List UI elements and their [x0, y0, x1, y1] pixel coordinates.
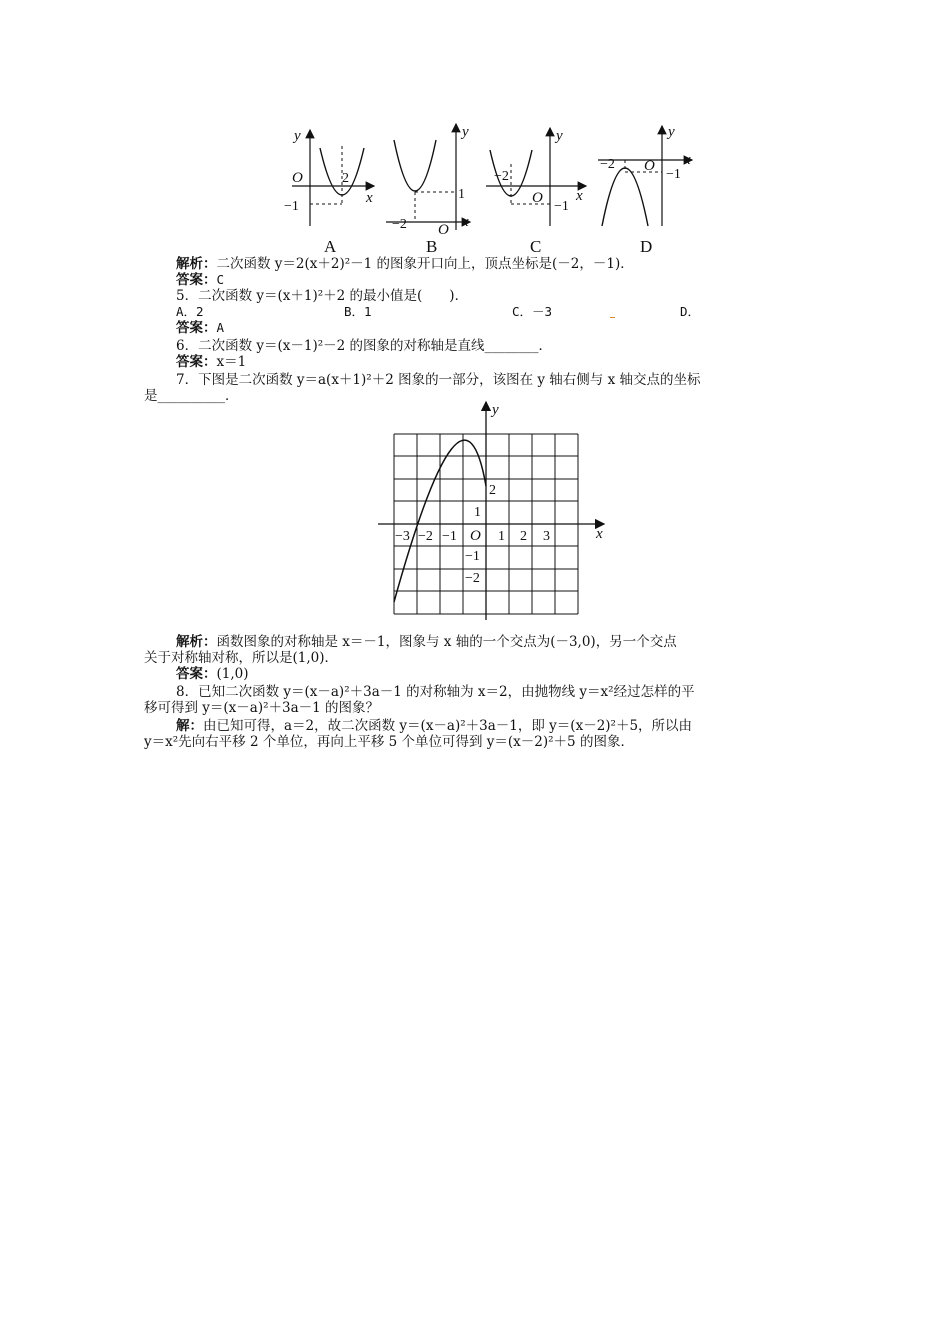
parabola-b	[394, 140, 436, 191]
svg-text:2: 2	[342, 171, 349, 186]
q8-solution-line1	[176, 718, 692, 734]
svg-text:−1: −1	[554, 199, 569, 214]
q5-option-b: B．1	[344, 304, 372, 319]
q8-solution-text1: 由已知可得，a＝2，故二次函数 y＝(x－a)²＋3a－1，即 y＝(x－2)²＋5，所以由	[203, 718, 693, 734]
graph-b	[386, 124, 470, 256]
x-tick: −2	[418, 529, 433, 544]
svg-text:x: x	[462, 214, 469, 230]
svg-text:C: C	[530, 237, 542, 256]
parabola-d	[602, 168, 648, 226]
graph-c	[486, 128, 586, 256]
svg-text:A: A	[324, 237, 337, 256]
origin-label: O	[470, 528, 481, 544]
q5-answer	[176, 320, 224, 336]
svg-text:D: D	[640, 237, 653, 256]
svg-text:y: y	[462, 124, 469, 140]
y-tick: 2	[489, 483, 496, 498]
q5-option-c: C．－3	[512, 304, 553, 319]
y-tick: −1	[465, 549, 480, 564]
y-tick: 1	[474, 505, 481, 520]
x-tick: −3	[395, 529, 410, 544]
q8-question-line1: 8．已知二次函数 y＝(x－a)²＋3a－1 的对称轴为 x＝2，由抛物线 y＝x²经过怎样的平	[176, 684, 695, 700]
q7-question-line1: 7．下图是二次函数 y＝a(x＋1)²＋2 图象的一部分，该图在 y 轴右侧与 x 轴交点的坐标	[176, 372, 701, 388]
x-tick: 1	[498, 529, 505, 544]
q5-answer-value: A	[216, 320, 225, 335]
svg-text:−2: −2	[600, 157, 615, 172]
svg-text:1: 1	[458, 187, 465, 202]
x-tick: −1	[442, 529, 457, 544]
q4-analysis-label: 解析：	[176, 256, 217, 272]
svg-text:−1: −1	[284, 199, 299, 214]
svg-text:B: B	[426, 237, 438, 256]
q5-option-a: A．2	[176, 304, 204, 319]
q4-analysis-text: 二次函数 y＝2(x＋2)²－1 的图象开口向上，顶点坐标是(－2，－1)．	[216, 256, 634, 272]
q5-question: 5．二次函数 y＝(x＋1)²＋2 的最小值是( )．	[176, 288, 469, 304]
q7-answer	[176, 666, 249, 682]
q8-solution-line2: y＝x²先向右平移 2 个单位，再向上平移 5 个单位可得到 y＝(x－2)²＋5 的图象．	[144, 734, 634, 750]
svg-text:y: y	[556, 128, 563, 144]
y-axis-label: y	[492, 402, 499, 418]
svg-text:x: x	[684, 152, 691, 168]
svg-text:O: O	[292, 170, 303, 186]
q7-answer-value: (1,0)	[216, 666, 249, 682]
svg-text:y: y	[668, 124, 675, 140]
graph-d	[598, 124, 692, 256]
q6-answer-label: 答案：	[176, 354, 217, 370]
q4-figure	[280, 118, 710, 258]
q4-answer-value: C	[216, 272, 225, 287]
q5-answer-label: 答案：	[176, 320, 217, 336]
svg-text:O: O	[438, 222, 449, 238]
svg-text:O: O	[532, 190, 543, 206]
q7-analysis-label: 解析：	[176, 634, 217, 650]
q4-answer	[176, 272, 224, 288]
svg-text:−1: −1	[666, 167, 681, 182]
svg-text:y: y	[294, 128, 301, 144]
svg-text:x: x	[576, 188, 583, 204]
orange-mark	[610, 317, 615, 318]
q7-graph	[372, 398, 612, 620]
x-axis-label: x	[596, 526, 603, 542]
q8-solution-label: 解：	[176, 718, 203, 734]
q4-answer-label: 答案：	[176, 272, 217, 288]
q7-analysis-text1: 函数图象的对称轴是 x＝－1，图象与 x 轴的一个交点为(－3,0)，另一个交点	[216, 634, 677, 650]
graph-a	[284, 128, 374, 256]
svg-text:−2: −2	[392, 217, 407, 232]
q6-answer-value: x＝1	[216, 354, 247, 370]
q5-option-d: D．	[680, 304, 701, 319]
svg-text:x: x	[366, 190, 373, 206]
q8-question-line2: 移可得到 y＝(x－a)²＋3a－1 的图象？	[144, 700, 380, 716]
x-tick: 3	[543, 529, 550, 544]
svg-text:−2: −2	[494, 169, 509, 184]
svg-text:O: O	[644, 158, 655, 174]
q7-analysis-line1	[176, 634, 677, 650]
x-tick: 2	[520, 529, 527, 544]
q6-answer	[176, 354, 246, 370]
q7-question-line2: 是__________．	[144, 388, 239, 404]
q7-answer-label: 答案：	[176, 666, 217, 682]
q7-analysis-line2: 关于对称轴对称，所以是(1,0)．	[144, 650, 339, 666]
q4-analysis	[176, 256, 634, 272]
y-tick: −2	[465, 571, 480, 586]
q5-options	[176, 304, 736, 320]
q6-question: 6．二次函数 y＝(x－1)²－2 的图象的对称轴是直线________．	[176, 338, 553, 354]
